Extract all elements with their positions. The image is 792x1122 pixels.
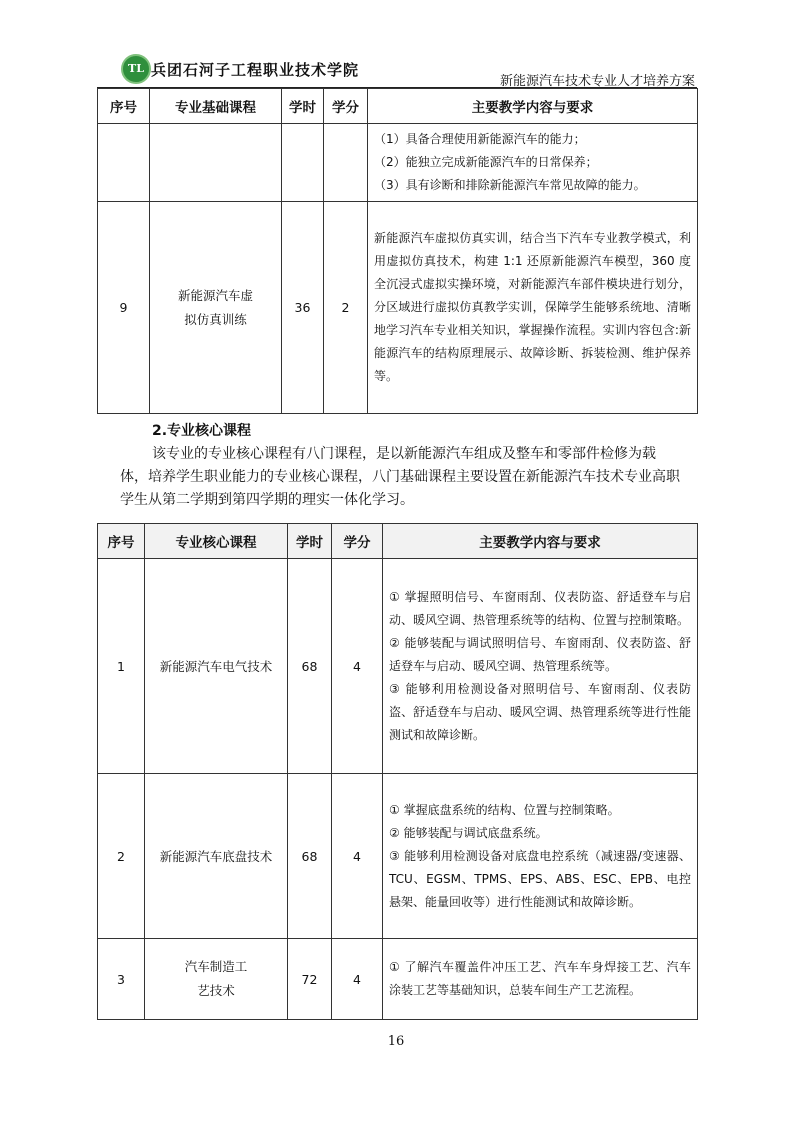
intro-text: 该专业的专业核心课程有八门课程，是以新能源汽车组成及整车和零部件检修为载体，培养学生职业能力的专业核心课程，八门基础课程主要设置在新能源汽车技术专业高职学生从第二学期到第四学期的理实一体化学习。	[120, 446, 680, 508]
intro-paragraph	[120, 443, 680, 512]
row-content	[383, 939, 698, 1020]
row-content	[368, 202, 698, 414]
school-name: 兵团石河子工程职业技术学院	[151, 61, 360, 79]
content-line: ② 能够装配与调试底盘系统。	[389, 825, 548, 840]
table-row	[98, 774, 698, 939]
row-credits: 4	[332, 774, 383, 939]
row-content	[383, 774, 698, 939]
core-courses-table	[97, 523, 698, 1020]
row-no	[98, 124, 150, 202]
page-number: 16	[387, 1034, 405, 1049]
header-content: 主要教学内容与要求	[383, 524, 698, 559]
row-hours: 36	[282, 202, 324, 414]
row-course: 新能源汽车底盘技术	[145, 774, 288, 939]
content-line: （3）具有诊断和排除新能源汽车常见故障的能力。	[374, 178, 646, 192]
content-line: ① 掌握照明信号、车窗雨刮、仪表防盗、舒适登车与启动、暖风空调、热管理系统等的结构、位置与控制策略。	[389, 589, 691, 627]
header-course: 专业核心课程	[145, 524, 288, 559]
header-credits: 学分	[324, 89, 368, 124]
row-credits: 4	[332, 559, 383, 774]
content-line: ② 能够装配与调试照明信号、车窗雨刮、仪表防盗、舒适登车与启动、暖风空调、热管理系统等。	[389, 635, 691, 673]
row-course: 新能源汽车电气技术	[145, 559, 288, 774]
row-credits: 4	[332, 939, 383, 1020]
content-line: ③ 能够利用检测设备对底盘电控系统（减速器/变速器、TCU、EGSM、TPMS、EPS、ABS、ESC、EPB、电控悬架、能量回收等）进行性能测试和故障诊断。	[389, 848, 691, 909]
basic-courses-table	[97, 88, 698, 414]
row-no: 1	[98, 559, 145, 774]
content-line: ③ 能够利用检测设备对照明信号、车窗雨刮、仪表防盗、舒适登车与启动、暖风空调、热管理系统等进行性能测试和故障诊断。	[389, 681, 691, 742]
header-hours: 学时	[282, 89, 324, 124]
row-credits: 2	[324, 202, 368, 414]
header-no: 序号	[98, 89, 150, 124]
table-row	[98, 939, 698, 1020]
row-no: 2	[98, 774, 145, 939]
header-no: 序号	[98, 524, 145, 559]
content-line: （2）能独立完成新能源汽车的日常保养；	[374, 155, 598, 169]
row-course	[150, 124, 282, 202]
content-line: （1）具备合理使用新能源汽车的能力；	[374, 132, 586, 146]
header-hours: 学时	[288, 524, 332, 559]
row-course: 新能源汽车虚拟仿真训练	[150, 202, 282, 414]
content-line: ① 掌握底盘系统的结构、位置与控制策略。	[389, 802, 620, 817]
document-title: 新能源汽车技术专业人才培养方案	[499, 74, 695, 89]
page-header	[97, 50, 697, 88]
row-hours: 68	[288, 559, 332, 774]
content-line: ① 了解汽车覆盖件冲压工艺、汽车车身焊接工艺、汽车涂装工艺等基础知识，总装车间生产工艺流程。	[389, 960, 691, 997]
row-course: 汽车制造工艺技术	[145, 939, 288, 1020]
content-line: 新能源汽车虚拟仿真实训，结合当下汽车专业教学模式，利用虚拟仿真技术，构建 1:1 还原新能源汽车模型，360 度全沉浸式虚拟实操环境，对新能源汽车部件模块进行划分，分区域进行虚拟仿真教学实训，保障学生能够系统地、清晰地学习汽车专业相关知识，掌握操作流程。实训内容包含:新能源汽车的结构原理展示、故障诊断、拆装检测、维护保养等。	[374, 231, 691, 383]
header-course: 专业基础课程	[150, 89, 282, 124]
row-content	[368, 124, 698, 202]
row-hours	[282, 124, 324, 202]
row-credits	[324, 124, 368, 202]
row-hours: 68	[288, 774, 332, 939]
header-credits: 学分	[332, 524, 383, 559]
table-header-row	[98, 524, 698, 559]
school-logo-icon: TL	[121, 54, 151, 84]
row-no: 3	[98, 939, 145, 1020]
row-content	[383, 559, 698, 774]
table-row	[98, 559, 698, 774]
section-title: 2.专业核心课程	[152, 423, 252, 439]
table-row	[98, 202, 698, 414]
table-row	[98, 124, 698, 202]
row-no: 9	[98, 202, 150, 414]
table-header-row	[98, 89, 698, 124]
row-hours: 72	[288, 939, 332, 1020]
header-content: 主要教学内容与要求	[368, 89, 698, 124]
